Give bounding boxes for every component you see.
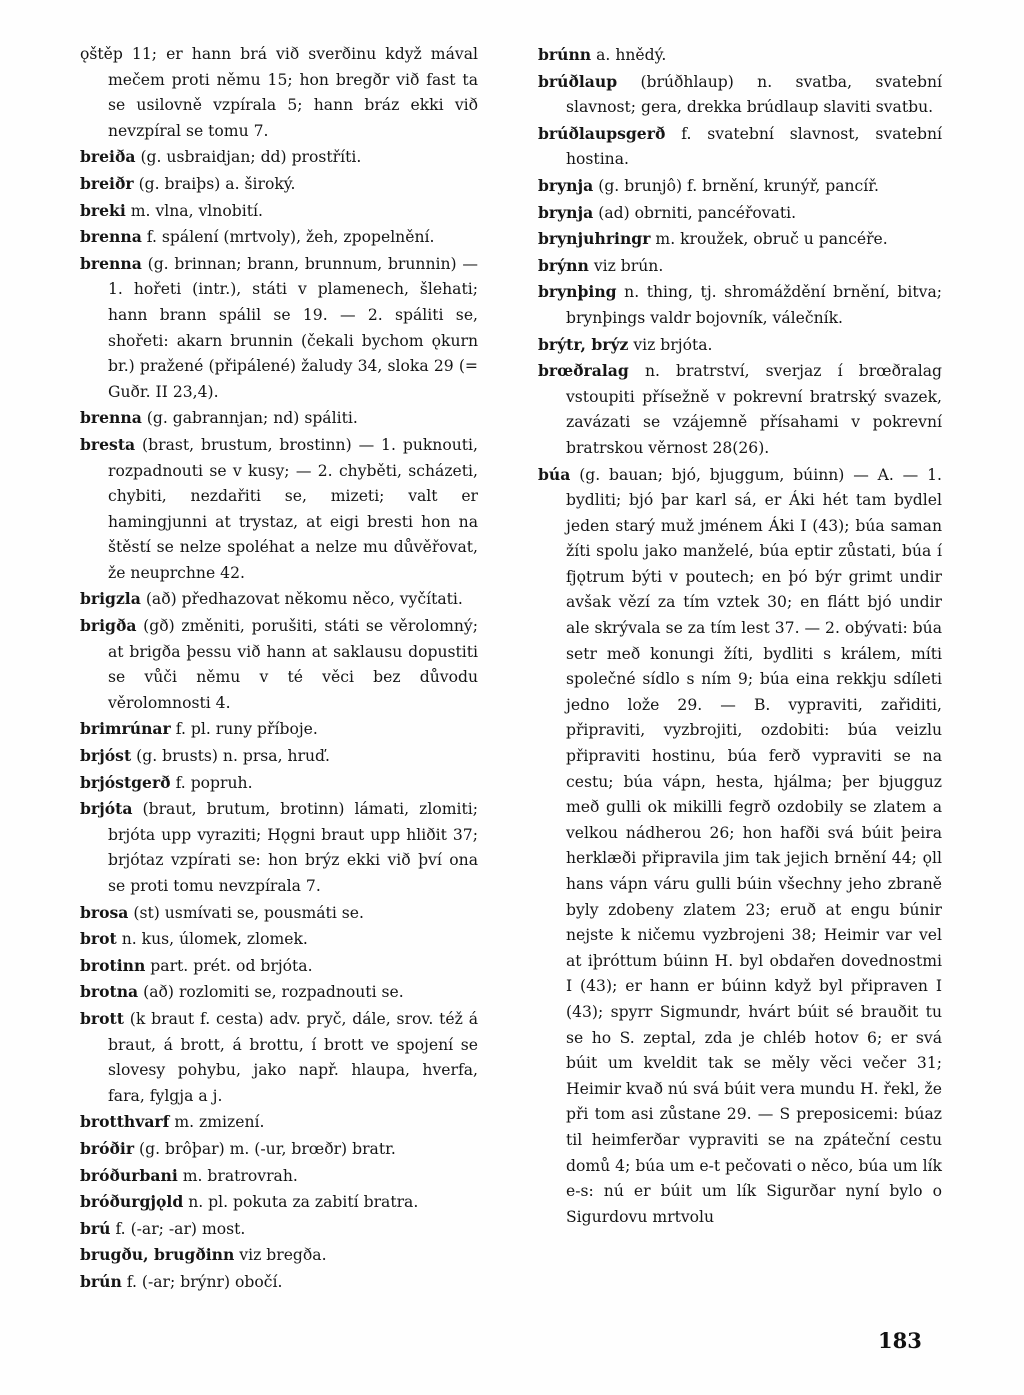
entry-definition: (g. gabrannjan; nd) spáliti. [146, 409, 358, 428]
entry-definition: m. kroužek, obruč u pancéře. [655, 230, 888, 249]
entry-definition: f. (-ar; brýnr) obočí. [126, 1272, 283, 1291]
entry-definition: (g. brusts) n. prsa, hruď. [136, 747, 330, 766]
entry-definition: n. kus, úlomek, zlomek. [121, 930, 308, 949]
dictionary-entry [80, 1006, 478, 1109]
entry-headword: brœðralag [538, 361, 629, 381]
dictionary-entry [80, 1189, 478, 1216]
entry-headword: brenna [80, 253, 142, 273]
entry-definition: (g. bauan; bjó, bjuggum, búinn) — A. — 1. bydliti; bjó þar karl sá, er Áki hét tam bydlel jeden starý muž jménem Áki I (43); búa saman žíti spolu jako manželé, búa eptir zůstati, búa í fjǫtrum býti v poutech; en þó býr grimt undir avšak vězí za tím vztek 30; en flátt bjó undir ale skrývala se za tím lest 37. — 2. obývati: búa setr með konungi žíti, bydliti s králem, míti společné sídlo s ním 9; búa eina rekkju sdíleti jedno lože 29. — B. vypraviti, zařiditi, připraviti, vyzbrojiti, ozdobiti: búa veizlu připraviti hostinu, búa ferð vypraviti se na cestu; búa vápn, hesta, hjálma; þer bjugguz með gulli ok mikilli fegrð ozdobily se zlatem a velkou nádherou 26; hon hafði svá búit þeira herklæði připravila jim tak jejich brnění 44; ǫll hans vápn váru gulli búin všechny jeho zbraně byly zdobeny zlatem 23; eruð at engu búnir nejste k ničemu vyzbrojeni 38; Heimir var vel at iþróttum búinn H. byl obdařen dovednostmi I (43); er hann er búinn když byl připraven I (43); spyrr Sigmundr, hvárt búit sé brauðit tu se ho S. zeptal, zda je chléb hotov 6; er svá búit um kveldit tak se měly věci večer 31; Heimir kvað nú svá búit vera mundu H. řekl, že při tom asi zůstane 29. — S preposicemi: búaz til heimferðar vypraviti se na zpáteční cestu domů 4; búa um e-t pečovati o něco, búa um lík e-s: nú er búit um lík Sigurðar nyní bylo o Sigurdovu mrtvolu [566, 465, 942, 1226]
right-column [538, 42, 942, 1230]
dictionary-entry [538, 42, 942, 69]
dictionary-entry [538, 462, 942, 1231]
entry-definition: (að) předhazovat někomu něco, vyčítati. [145, 590, 463, 609]
entry-headword: breki [80, 200, 126, 220]
dictionary-entry [80, 144, 478, 171]
dictionary-entry [80, 224, 478, 251]
dictionary-entry [80, 743, 478, 770]
entry-definition: f. spálení (mrtvoly), žeh, zpopelnění. [146, 228, 435, 247]
entry-definition: (k braut f. cesta) adv. pryč, dále, srov. též á braut, á brott, á brottu, í brott ve spojení se slovesy pohybu, jako např. hlaupa, hverfa, fara, fylgja a j. [108, 1009, 478, 1105]
dictionary-entry [80, 953, 478, 980]
entry-definition: (g. brinnan; brann, brunnum, brunnin) — 1. hořeti (intr.), státi v plamenech, šlehati; hann brann spálil se 19. — 2. spáliti se, shořeti: akarn brunnin (čekali bychom ǫkurn br.) pražené (připálené) žaludy 34, sloka 29 (= Guðr. II 23,4). [108, 254, 478, 401]
entry-definition: f. (-ar; -ar) most. [115, 1219, 246, 1238]
entry-definition: (gð) změniti, porušiti, státi se věrolomný; at brigða þessu við hann at saklausu dopustiti se vůči němu v té věci bez důvodu věrolomnosti 4. [108, 617, 478, 712]
entry-definition: (st) usmívati se, pousmáti se. [133, 903, 364, 922]
entry-headword: brýnn [538, 255, 589, 275]
entry-definition: a. hnědý. [596, 46, 667, 64]
entry-definition: (brast, brustum, brostinn) — 1. puknouti, rozpadnouti se v kusy; — 2. chyběti, scházeti, chybiti, nezdařiti se, mizeti; valt er hamingjunni at trystaz, at eigi bresti hon na štěstí se nelze spoléhat a nelze mu důvěřovat, že neuprchne 42. [108, 435, 478, 582]
dictionary-entry [538, 173, 942, 200]
entry-headword: bróðir [80, 1138, 135, 1158]
entry-definition: ǫštěp 11; er hann brá við sverðinu když mával mečem proti němu 15; hon bregðr við fast ta se usilovně vzpírala 5; hann bráz ekki við nevzpíral se tomu 7. [80, 45, 478, 140]
entry-definition: (g. braiþs) a. široký. [138, 174, 296, 193]
dictionary-entry [80, 251, 478, 406]
entry-headword: brjóst [80, 746, 132, 766]
entry-headword: breiðr [80, 173, 134, 193]
entry-headword: brúnn [538, 45, 592, 64]
entry-definition: m. vlna, vlnobití. [130, 201, 263, 220]
dictionary-entry [80, 1163, 478, 1190]
dictionary-entry [538, 332, 942, 359]
dictionary-entry [538, 121, 942, 173]
dictionary-entry [80, 1269, 478, 1296]
entry-definition: viz brún. [593, 256, 664, 275]
entry-headword: brjóta [80, 799, 133, 819]
dictionary-entry [80, 926, 478, 953]
left-column [80, 42, 478, 1296]
dictionary-entry [80, 770, 478, 797]
entry-headword: brenna [80, 408, 142, 428]
entry-headword: brún [80, 1271, 122, 1291]
dictionary-entry [80, 42, 478, 144]
entry-definition: f. pl. runy příboje. [175, 720, 318, 739]
entry-definition: viz bregða. [239, 1246, 327, 1265]
entry-headword: brigða [80, 616, 137, 636]
entry-definition: (g. usbraidjan; dd) prostříti. [140, 148, 362, 167]
entry-definition: (g. brunjô) f. brnění, krunýř, pancíř. [598, 176, 879, 195]
dictionary-entry [538, 279, 942, 331]
entry-headword: breiða [80, 147, 136, 167]
entry-definition: n. bratrství, sverjaz í brœðralag vstoupiti přísežně v pokrevní bratrský svazek, zavázati se vzájemně přísahami v pokrevní bratrskou věrnost 28(26). [566, 362, 942, 457]
entry-definition: f. popruh. [175, 773, 253, 792]
dictionary-entry [80, 613, 478, 716]
entry-headword: bróðurgjǫld [80, 1192, 184, 1212]
entry-headword: búa [538, 464, 571, 484]
entry-definition: (g. brôþar) m. (-ur, brœðr) bratr. [139, 1139, 396, 1158]
dictionary-entry [80, 796, 478, 899]
entry-headword: brúðlaup [538, 71, 618, 91]
entry-headword: brynþing [538, 282, 617, 302]
dictionary-entry [538, 358, 942, 461]
entry-headword: brynjuhringr [538, 229, 651, 249]
dictionary-entry [80, 405, 478, 432]
entry-headword: bróðurbani [80, 1165, 178, 1185]
entry-headword: brimrúnar [80, 719, 171, 739]
entry-definition: n. pl. pokuta za zabití bratra. [188, 1193, 419, 1212]
dictionary-entry [538, 253, 942, 280]
entry-headword: brjóstgerð [80, 772, 171, 792]
entry-headword: brotthvarf [80, 1112, 170, 1132]
entry-definition: f. svatební slavnost, svatební hostina. [566, 124, 942, 169]
dictionary-entry [538, 226, 942, 253]
entry-headword: brúðlaupsgerð [538, 123, 666, 143]
entry-headword: brosa [80, 902, 129, 922]
entry-definition: (að) rozlomiti se, rozpadnouti se. [143, 983, 404, 1002]
entry-definition: part. prét. od brjóta. [150, 956, 313, 975]
entry-headword: brotinn [80, 955, 146, 975]
dictionary-entry [80, 432, 478, 587]
dictionary-entry [80, 979, 478, 1006]
entry-headword: brott [80, 1008, 124, 1028]
page-number: 183 [878, 1328, 922, 1353]
dictionary-entry [80, 1216, 478, 1243]
dictionary-entry [80, 900, 478, 927]
entry-headword: brugðu, brugðinn [80, 1245, 235, 1265]
dictionary-entry [80, 1136, 478, 1163]
entry-definition: m. bratrovrah. [182, 1166, 298, 1185]
entry-definition: n. thing, tj. shromáždění brnění, bitva; brynþings valdr bojovník, válečník. [566, 283, 942, 327]
entry-headword: brynja [538, 175, 594, 195]
dictionary-entry [80, 716, 478, 743]
entry-headword: bresta [80, 434, 136, 454]
entry-definition: viz brjóta. [633, 335, 713, 354]
dictionary-entry [80, 586, 478, 613]
entry-definition: (braut, brutum, brotinn) lámati, zlomiti; brjóta upp vyraziti; Hǫgni braut upp hliðit 37; brjótaz vzpírati se: hon brýz ekki við því ona se proti tomu nevzpírala 7. [108, 800, 478, 895]
dictionary-entry [80, 198, 478, 225]
dictionary-entry [80, 1109, 478, 1136]
entry-headword: brynja [538, 202, 594, 222]
entry-definition: (brúðhlaup) n. svatba, svatební slavnost; gera, drekka brúdlaup slaviti svatbu. [566, 72, 942, 117]
entry-definition: m. zmizení. [174, 1113, 265, 1132]
entry-definition: (ad) obrniti, pancéřovati. [598, 203, 797, 222]
entry-headword: brotna [80, 982, 139, 1002]
entry-headword: brú [80, 1218, 111, 1238]
entry-headword: brot [80, 929, 117, 949]
dictionary-entry [538, 200, 942, 227]
dictionary-entry [538, 69, 942, 121]
dictionary-entry [80, 171, 478, 198]
entry-headword: brenna [80, 227, 142, 247]
dictionary-entry [80, 1242, 478, 1269]
entry-headword: brýtr, brýz [538, 334, 629, 354]
entry-headword: brigzla [80, 589, 141, 609]
